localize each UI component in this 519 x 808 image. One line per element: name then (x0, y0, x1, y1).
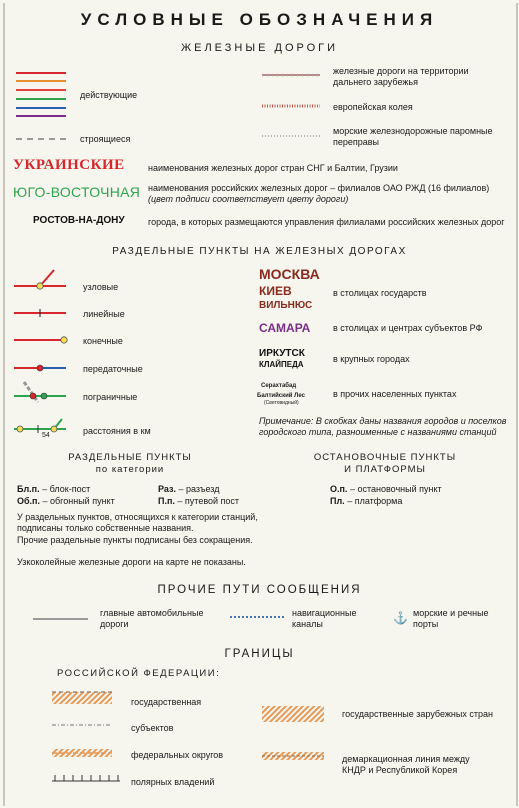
european-gauge-line (262, 103, 320, 109)
federal-districts-symbol (52, 747, 112, 759)
separation-note: Примечание: В скобках даны названия городов и поселков городского типа, разноименные с названиями станций (259, 416, 507, 437)
separation-heading: РАЗДЕЛЬНЫЕ ПУНКТЫ НА ЖЕЛЕЗНЫХ ДОРОГАХ (112, 246, 407, 257)
abbr-stop-point: О.п. – остановочный пункт (330, 484, 442, 494)
large-desc: в крупных городах (333, 354, 410, 364)
sea-ferry-label: морские железнодорожные паромные переправы (333, 126, 493, 147)
railway-line-green (16, 98, 66, 100)
foreign-railway-label: железные дороги на территории дальнего зарубежья (333, 66, 469, 87)
subject-city: САМАРА (259, 321, 311, 335)
other-city-3: (Световидный) (264, 400, 299, 406)
railway-line-orange (16, 80, 66, 82)
abbr-platform: Пл. – платформа (330, 496, 403, 506)
categories-para-3: Узкоколейные железные дороги на карте не показаны. (17, 557, 246, 567)
state-border-symbol (52, 688, 112, 708)
large-city-1: ИРКУТСК (259, 348, 305, 359)
anchor-icon: ⚓ (393, 611, 408, 625)
polar-border-label: полярных владений (131, 777, 215, 787)
separation-symbols (14, 266, 70, 451)
demarcation-label: демаркационная линия между КНДР и Республикой Корея (342, 754, 470, 775)
railway-line-red-2 (16, 89, 66, 91)
categories-para-1: У раздельных пунктов, относящихся к категории станций, подписаны только собственные названия. (17, 512, 258, 533)
stops-subheading: И ПЛАТФОРМЫ (344, 464, 426, 475)
abbr-passing-point: Об.п. – обгонный пункт (17, 496, 115, 506)
railways-heading: ЖЕЛЕЗНЫЕ ДОРОГИ (180, 42, 339, 54)
capital-city-3: ВИЛЬНЮС (259, 300, 313, 311)
borders-subheading: РОССИЙСКОЙ ФЕДЕРАЦИИ: (57, 668, 221, 679)
categories-para-2: Прочие раздельные пункты подписаны без сокращения. (17, 535, 253, 545)
foreign-state-border-symbol (262, 706, 324, 722)
abbr-track-post: П.п. – путевой пост (158, 496, 240, 506)
categories-heading: РАЗДЕЛЬНЫЕ ПУНКТЫ (68, 452, 192, 463)
distance-value: 54 (42, 432, 50, 439)
sample-city-name: РОСТОВ-НА-ДОНУ (33, 215, 125, 226)
canal-line (230, 613, 284, 621)
border-station-label: пограничные (83, 392, 138, 402)
city-desc: города, в которых размещаются управления филиалами российских железных дорог (148, 217, 505, 227)
subjects-border-symbol (52, 722, 112, 728)
junction-label: узловые (83, 282, 119, 292)
european-gauge-label: европейская колея (333, 102, 413, 112)
other-city-1: Серахтабад (261, 383, 297, 389)
other-city-2: Балтийский Лес (257, 393, 305, 399)
canals-label: навигационные каналы (292, 608, 357, 629)
russian-railway-note: (цвет подписи соответствует цвету дороги) (148, 194, 349, 204)
transfer-label: передаточные (83, 364, 143, 374)
foreign-state-border-label: государственные зарубежных стран (342, 709, 493, 719)
railway-line-red (16, 72, 66, 74)
ports-label: морские и речные порты (413, 608, 489, 629)
page-frame (3, 3, 518, 806)
railway-line-purple (16, 115, 66, 117)
large-city-2: КЛАЙПЕДА (259, 360, 304, 369)
stops-heading: ОСТАНОВОЧНЫЕ ПУНКТЫ (313, 452, 457, 463)
russian-railway-desc: наименования российских железных дорог – филиалов ОАО РЖД (16 филиалов) (148, 183, 490, 193)
borders-heading: ГРАНИЦЫ (224, 648, 295, 660)
polar-border-symbol (52, 773, 120, 785)
categories-subheading: по категории (95, 464, 165, 475)
abbr-siding: Раз. – разъезд (158, 484, 220, 494)
federal-districts-label: федеральных округов (131, 750, 224, 760)
distance-label: расстояния в км (83, 426, 151, 436)
capital-city-1: МОСКВА (259, 266, 320, 282)
subject-desc: в столицах и центрах субъектов РФ (333, 323, 483, 333)
sea-ferry-line (262, 133, 320, 139)
line-station-label: линейные (83, 309, 125, 319)
other-desc: в прочих населенных пунктах (333, 389, 457, 399)
demarcation-line-symbol (262, 750, 324, 762)
main-road-line (33, 618, 88, 620)
under-construction-label: строящиеся (80, 134, 131, 144)
railway-line-blue (16, 107, 66, 109)
foreign-railway-line (262, 72, 320, 80)
sample-cis-railway: УКРАИНСКИЕ (13, 157, 125, 173)
subjects-border-label: субъектов (131, 723, 174, 733)
state-border-label: государственная (131, 697, 202, 707)
capitals-desc: в столицах государств (333, 288, 427, 298)
active-label: действующие (80, 90, 138, 100)
terminal-label: конечные (83, 336, 123, 346)
other-routes-heading: ПРОЧИЕ ПУТИ СООБЩЕНИЯ (157, 584, 362, 596)
page-title: УСЛОВНЫЕ ОБОЗНАЧЕНИЯ (80, 10, 439, 29)
capital-city-2: КИЕВ (259, 284, 292, 298)
cis-railway-desc: наименования железных дорог стран СНГ и Балтии, Грузии (148, 163, 398, 173)
main-roads-label: главные автомобильные дороги (100, 608, 204, 629)
under-construction-line (16, 138, 66, 140)
abbr-block-post: Бл.п. – блок-пост (17, 484, 91, 494)
sample-russian-railway: ЮГО-ВОСТОЧНАЯ (13, 184, 141, 200)
